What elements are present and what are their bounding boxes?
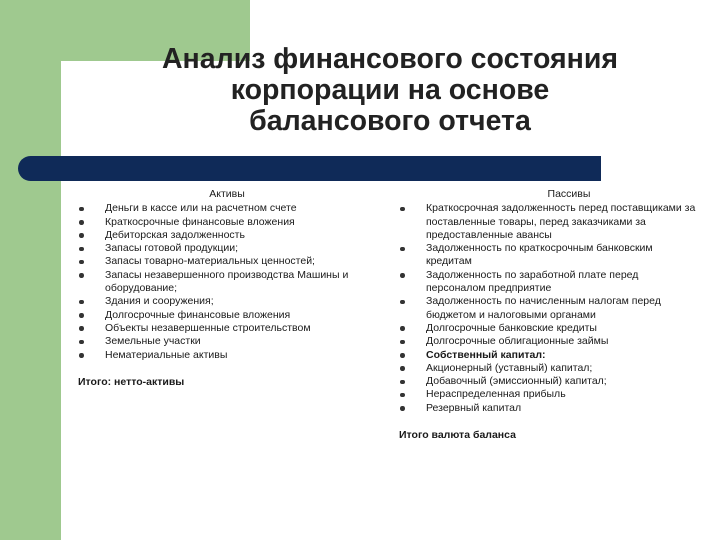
- list-item: Собственный капитал:: [398, 349, 700, 362]
- list-item: Объекты незавершенные строительством: [77, 322, 367, 335]
- list-item: Земельные участки: [77, 335, 367, 348]
- liabilities-heading: Пассивы: [547, 188, 591, 200]
- list-item: Долгосрочные финансовые вложения: [77, 309, 367, 322]
- assets-total: Итого: нетто-активы: [78, 375, 185, 388]
- list-item: Акционерный (уставный) капитал;: [398, 362, 700, 375]
- liabilities-column: [398, 188, 700, 442]
- list-item: Деньги в кассе или на расчетном счете: [77, 202, 367, 215]
- list-item: Задолженность по краткосрочным банковским кредитам: [398, 242, 700, 269]
- list-item: Долгосрочные банковские кредиты: [398, 322, 700, 335]
- liabilities-list: [398, 202, 700, 415]
- list-item: Резервный капитал: [398, 402, 700, 415]
- slide-title: [100, 44, 680, 137]
- list-item: Добавочный (эмиссионный) капитал;: [398, 375, 700, 388]
- liabilities-total: Итого валюта баланса: [399, 429, 516, 442]
- assets-list: [77, 202, 367, 362]
- list-item: Краткосрочная задолженность перед поставщиками за поставленные товары, перед заказчиками за предоставленные авансы: [398, 202, 700, 242]
- title-line-3: балансового отчета: [249, 105, 531, 137]
- assets-heading: Активы: [209, 188, 245, 200]
- list-item: Задолженность по начисленным налогам перед бюджетом и налоговыми органами: [398, 295, 700, 322]
- list-item: Задолженность по заработной плате перед персоналом предприятие: [398, 269, 700, 296]
- list-item: Здания и сооружения;: [77, 295, 367, 308]
- list-item: Запасы готовой продукции;: [77, 242, 367, 255]
- assets-column: [77, 188, 367, 389]
- list-item: Долгосрочные облигационные займы: [398, 335, 700, 348]
- decor-green-sidebar: [0, 0, 61, 540]
- decor-navy-bar: [18, 156, 601, 181]
- title-line-1: Анализ финансового состояния: [161, 43, 619, 75]
- list-item: Запасы незавершенного производства Машины и оборудование;: [77, 269, 367, 296]
- title-line-2: корпорации на основе: [230, 74, 550, 106]
- list-item: Запасы товарно-материальных ценностей;: [77, 255, 367, 268]
- list-item: Дебиторская задолженность: [77, 229, 367, 242]
- list-item: Нераспределенная прибыль: [398, 388, 700, 401]
- list-item: Краткосрочные финансовые вложения: [77, 216, 367, 229]
- list-item: Нематериальные активы: [77, 349, 367, 362]
